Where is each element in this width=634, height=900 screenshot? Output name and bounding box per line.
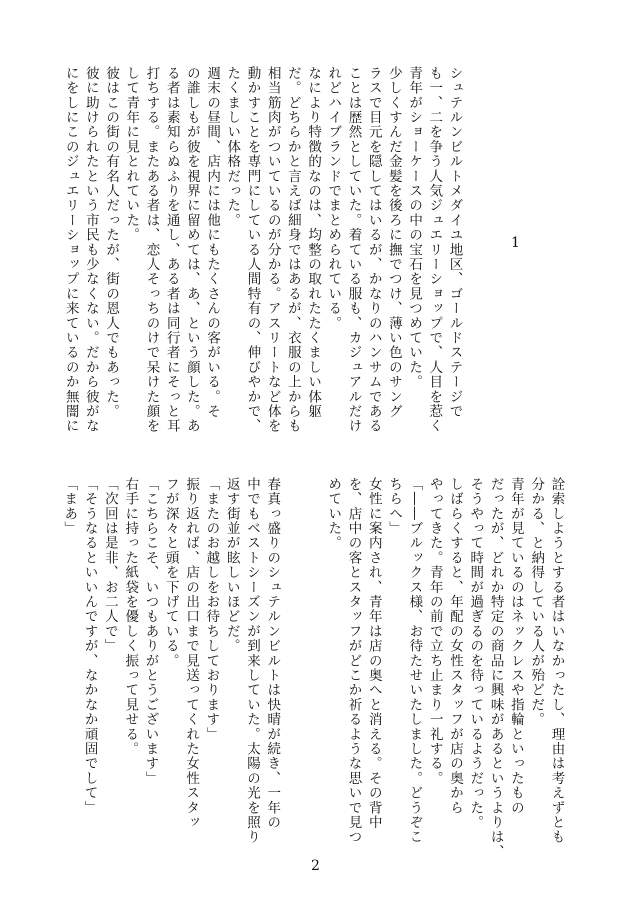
text-line: しばらくすると、年配の女性スタッフが店の奥から: [447, 477, 463, 816]
text-line: 分かる、と納得している人が殆どだ。: [528, 477, 545, 727]
text-line: やってきた。青年の前で立ち止まり一礼する。: [426, 477, 443, 786]
text-line: 青年がショーケースの中の宝石を見つめていた。: [406, 66, 423, 390]
page-number: 2: [311, 858, 320, 874]
text-line: 週末の昼間、店内には他にもたくさんの客がいる。そ: [204, 66, 221, 419]
text-line: 「そうなるといいんですが、なかなか頑固でして」: [81, 477, 98, 816]
text-line: 動かすことを専門にしている人間特有の、伸びやかで、: [244, 66, 261, 434]
text-line: 詮索しようとする者はいなかったし、理由は考えずとも: [548, 477, 565, 845]
text-line: 少しくすんだ金髪を後ろに撫でつけ、薄い色のサング: [385, 66, 402, 419]
chapter-number: 1: [511, 235, 520, 251]
text-line: だったが、どれか特定の商品に興味があるというよりは、: [487, 477, 504, 860]
text-line: たくましい体格だった。: [224, 66, 241, 228]
text-line: 春真っ盛りのシュテルンビルトは快晴が続き、一年の: [264, 477, 281, 830]
text-line: 彼に助けられたという市民も少なくない。だから彼がな: [82, 66, 99, 434]
text-line: して青年に見とれていた。: [123, 66, 140, 243]
text-line: にをしにこのジュエリーショップに来ているのか無闇に: [62, 66, 79, 434]
text-line: めていた。: [325, 477, 342, 551]
text-line: れどハイブランドでまとめられている。: [325, 66, 342, 331]
text-line: フが深々と頭を下げている。: [162, 477, 179, 669]
text-line: も一、二を争う人気ジュエリーショップで、人目を惹く: [426, 66, 443, 434]
text-line: 彼はこの街の有名人だったが、街の恩人でもあった。: [103, 66, 120, 419]
text-line: 「――ブルックス様、お待たせいたしました。どうぞこ: [406, 477, 423, 845]
text-line: なにより特徴的なのは、均整の取れたたくましい体躯: [305, 66, 322, 419]
text-line: ラスで目元を隠してはいるが、かなりのハンサムである: [365, 66, 382, 434]
text-line: 「次回は是非、お二人で」: [101, 477, 118, 654]
text-line: シュテルンビルトメダイユ地区、ゴールドステージで: [446, 66, 463, 419]
text-line: 「またのお越しをお待ちしております」: [203, 477, 220, 742]
text-line: を、店中の客とスタッフがどこか祈るような思いで見つ: [345, 477, 362, 845]
text-line: 青年が見ているのはネックレスや指輪といったもの: [507, 477, 524, 816]
text-line: ことは歴然としていた。着ている服も、カジュアルだけ: [345, 66, 362, 434]
text-line: だ。どちらかと言えば細身ではあるが、衣服の上からも: [284, 66, 301, 434]
text-line: る者は素知らぬふりを通し、ある者は同行者にそっと耳: [163, 66, 180, 434]
text-line: 女性に案内され、青年は店の奥へと消える。その背中: [365, 477, 382, 830]
text-line: 返す街並が眩しいほどだ。: [223, 477, 240, 654]
text-line: そうやって時間が過ぎるのを待っているようだった。: [467, 477, 484, 830]
text-line: 「こちらこそ、いつもありがとうございます」: [142, 477, 159, 786]
text-line: 右手に持った紙袋を優しく振って見せる。: [122, 477, 139, 757]
text-line: ちらへ」: [386, 477, 403, 536]
text-line: の誰しもが彼を視界に留めては、あ、という顔した。あ: [183, 66, 200, 434]
text-line: 「まあ」: [61, 477, 78, 536]
text-line: 打ちする。またある者は、恋人そっちのけで呆けた顔を: [143, 66, 160, 434]
text-line: 振り返れば、店の出口まで見送ってくれた女性スタッ: [183, 477, 200, 830]
text-line: 相当筋肉がついているのが分かる。アスリートなど体を: [264, 66, 281, 434]
text-line: 中でもベストシーズンが到来していた。太陽の光を照り: [244, 477, 260, 845]
